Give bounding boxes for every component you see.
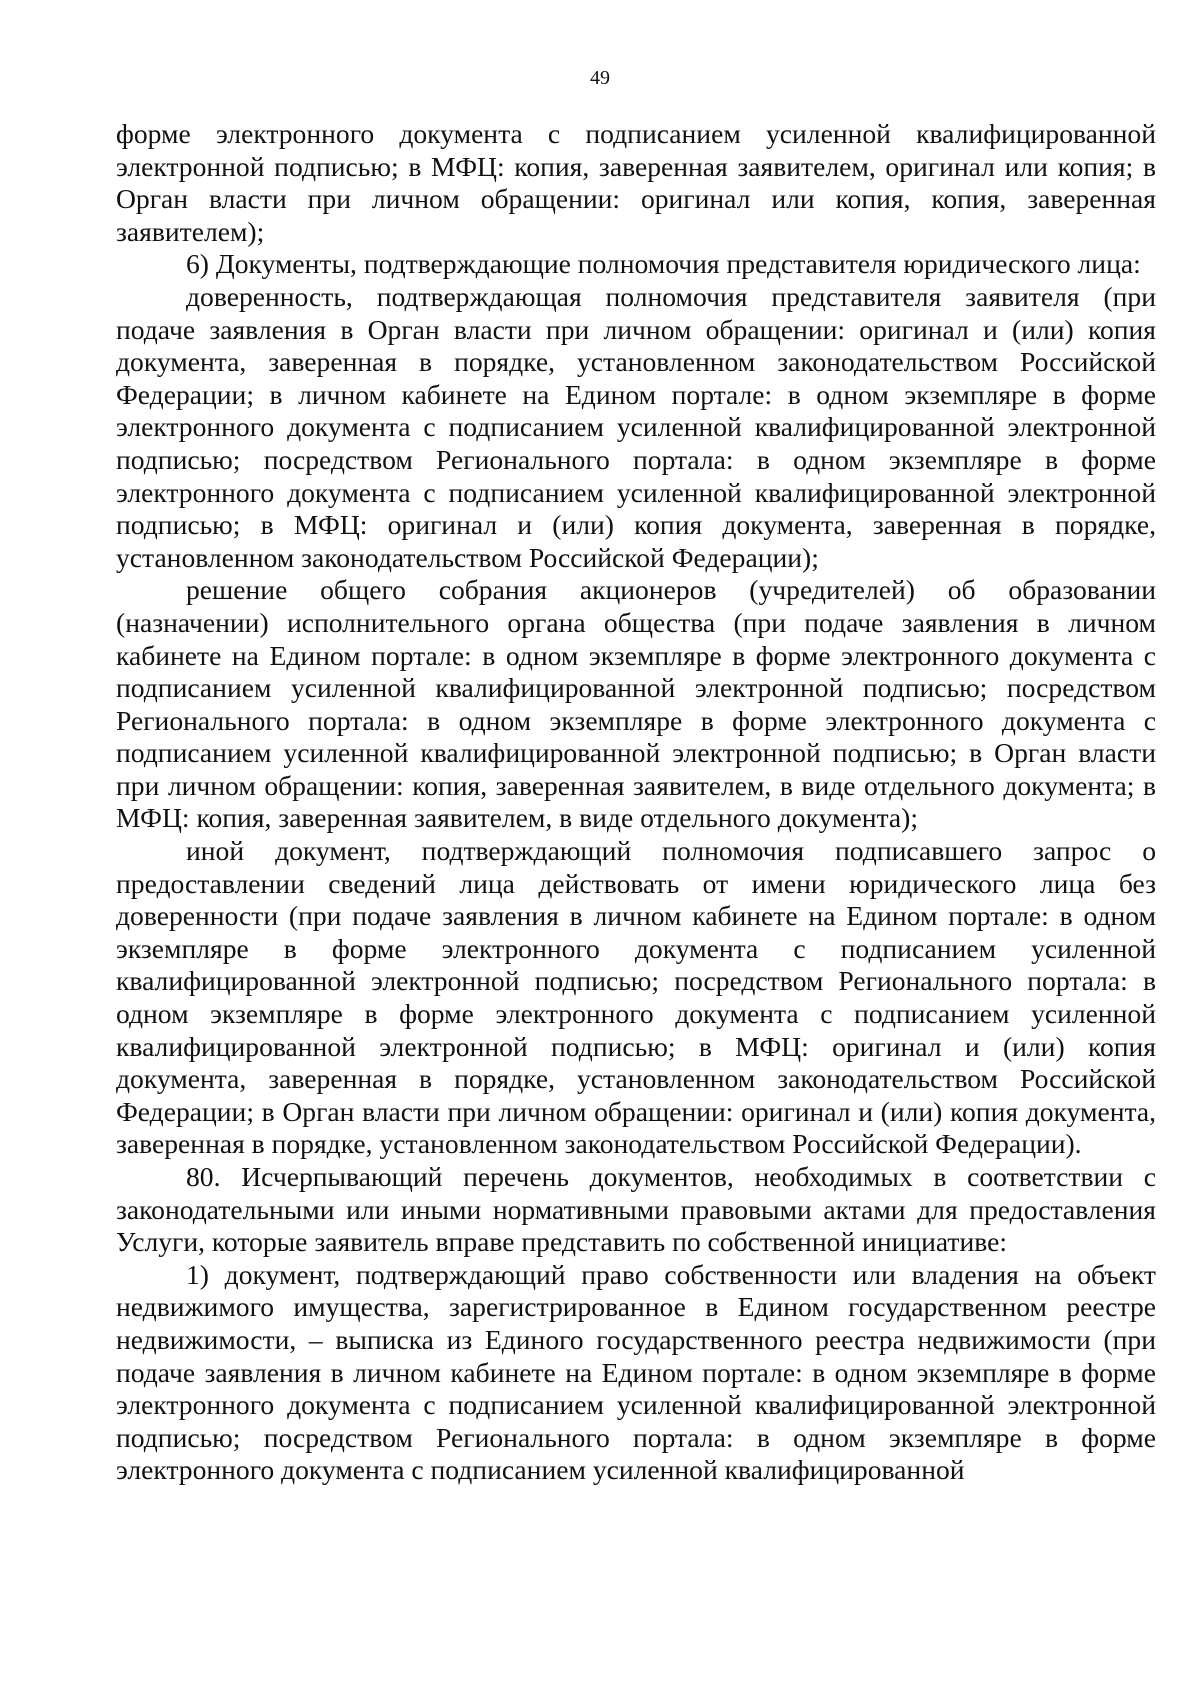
paragraph-section-80: 80. Исчерпывающий перечень документов, необходимых в соответствии с законодательными или иными нормативными правовыми актами для предоставления Услуги, которые заявитель вправе представить по собственной инициативе: xyxy=(116,1161,1156,1258)
document-body xyxy=(116,118,1156,1487)
paragraph-item-6: 6) Документы, подтверждающие полномочия представителя юридического лица: xyxy=(186,248,1141,280)
paragraph-other-document: иной документ, подтверждающий полномочия подписавшего запрос о предоставлении сведений лица действовать от имени юридического лица без доверенности (при подаче заявления в личном кабинете на Едином портале: в одном экземпляре в форме электронного документа с подписанием усиленной квалифицированной электронной подписью; посредством Регионального портала: в одном экземпляре в форме электронного документа с подписанием усиленной квалифицированной электронной подписью; в МФЦ: оригинал и (или) копия документа, заверенная в порядке, установленном законодательством Российской Федерации; в Орган власти при личном обращении: оригинал и (или) копия документа, заверенная в порядке, установленном законодательством Российской Федерации). xyxy=(116,835,1156,1160)
paragraph-power-of-attorney: доверенность, подтверждающая полномочия представителя заявителя (при подаче заявления в Орган власти при личном обращении: оригинал и (или) копия документа, заверенная в порядке, установленном законодательством Российской Федерации; в личном кабинете на Едином портале: в одном экземпляре в форме электронного документа с подписанием усиленной квалифицированной электронной подписью; посредством Регионального портала: в одном экземпляре в форме электронного документа с подписанием усиленной квалифицированной электронной подписью; в МФЦ: оригинал и (или) копия документа, заверенная в порядке, установленном законодательством Российской Федерации); xyxy=(116,280,1156,573)
paragraph-continuation: форме электронного документа с подписанием усиленной квалифицированной электронной подписью; в МФЦ: копия, заверенная заявителем, оригинал или копия; в Орган власти при личном обращении: оригинал или копия, копия, заверенная заявителем); xyxy=(116,118,1156,247)
paragraph-item-1: 1) документ, подтверждающий право собственности или владения на объект недвижимого имущества, зарегистрированное в Едином государственном реестре недвижимости, – выписка из Единого государственного реестра недвижимости (при подаче заявления в личном кабинете на Едином портале: в одном экземпляре в форме электронного документа с подписанием усиленной квалифицированной электронной подписью; посредством Регионального портала: в одном экземпляре в форме электронного документа с подписанием усиленной квалифицированной xyxy=(116,1258,1156,1486)
page-number: 49 xyxy=(590,67,610,89)
paragraph-shareholders-decision: решение общего собрания акционеров (учредителей) об образовании (назначении) исполнительного органа общества (при подаче заявления в личном кабинете на Едином портале: в одном экземпляре в форме электронного документа с подписанием усиленной квалифицированной электронной подписью; посредством Регионального портала: в одном экземпляре в форме электронного документа с подписанием усиленной квалифицированной электронной подписью; в Орган власти при личном обращении: копия, заверенная заявителем, в виде отдельного документа; в МФЦ: копия, заверенная заявителем, в виде отдельного документа); xyxy=(116,574,1156,834)
